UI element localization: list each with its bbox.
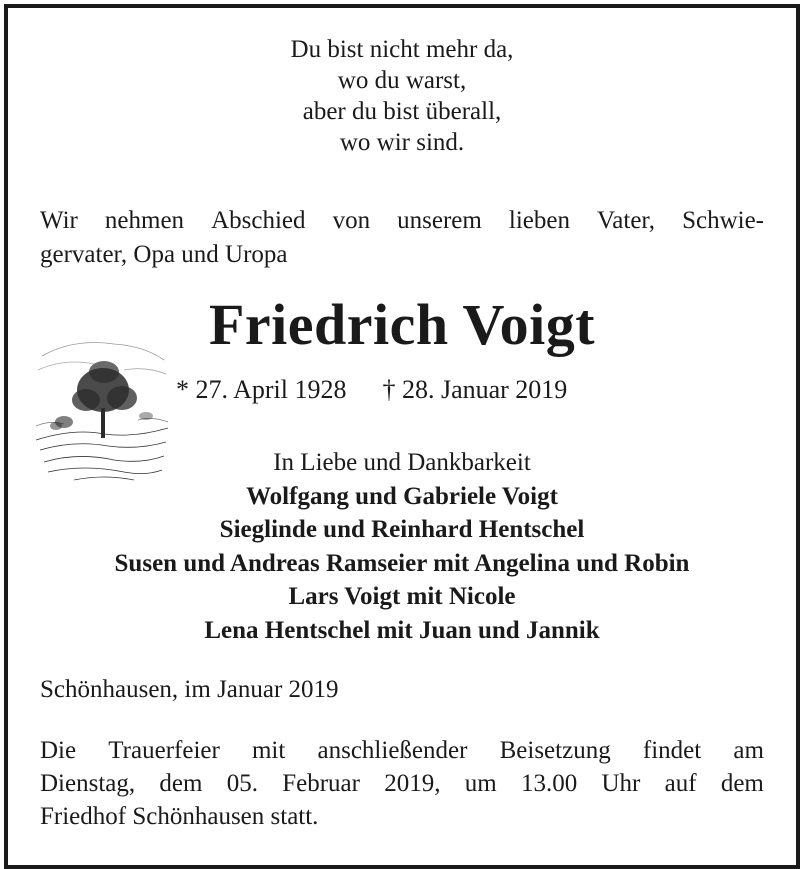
word: nehmen (104, 207, 185, 234)
word: lieben (508, 207, 570, 234)
word: Februar (282, 770, 360, 797)
word: am (733, 737, 764, 764)
word: dem (159, 770, 203, 797)
word: Schwie- (682, 207, 764, 234)
birth-date: * 27. April 1928 (176, 375, 347, 404)
funeral-info (40, 734, 764, 833)
word: Die (40, 737, 77, 764)
word: Abschied (211, 207, 306, 234)
word: Vater, (597, 207, 656, 234)
mourner-name: Wolfgang und Gabriele Voigt (246, 482, 558, 510)
mourner-name: Lena Hentschel mit Juan und Jannik (204, 616, 600, 644)
word: dem (720, 770, 764, 797)
poem-line: wo du warst, (337, 67, 467, 94)
deceased-name: Friedrich Voigt (208, 292, 596, 357)
word: auf (664, 770, 697, 797)
word: findet (642, 737, 702, 764)
mourner-name: Sieglinde und Reinhard Hentschel (219, 516, 585, 543)
intro-line-1 (40, 204, 764, 238)
obituary-notice (4, 4, 800, 869)
word: 2019, (384, 770, 441, 797)
word: Beisetzung (499, 737, 611, 764)
word: Trauerfeier (108, 737, 220, 764)
word: anschließender (317, 737, 468, 764)
funeral-line-1 (40, 734, 764, 767)
place-date: Schönhausen, im Januar 2019 (40, 676, 339, 703)
death-date: † 28. Januar 2019 (382, 375, 568, 404)
word: mit (251, 737, 286, 764)
word: Dienstag, (40, 770, 136, 797)
word: um (464, 770, 497, 797)
word: Wir (40, 207, 78, 234)
poem-line: Du bist nicht mehr da, (290, 36, 514, 63)
poem (8, 34, 796, 158)
word: unserem (397, 207, 482, 234)
word: Uhr (601, 770, 641, 797)
intro-text (40, 204, 764, 272)
funeral-line-2 (40, 767, 764, 800)
funeral-line-3: Friedhof Schönhausen statt. (40, 803, 319, 830)
life-dates (176, 374, 567, 406)
word: 05. (226, 770, 258, 797)
mourner-name: Lars Voigt mit Nicole (288, 583, 516, 610)
poem-line: aber du bist überall, (302, 98, 502, 125)
intro-line-2: gervater, Opa und Uropa (40, 241, 288, 268)
mourner-name: Susen und Andreas Ramseier mit Angelina und Robin (114, 549, 690, 577)
poem-line: wo wir sind. (339, 129, 465, 156)
word: von (332, 207, 371, 234)
mourners (8, 446, 796, 647)
mourners-intro: In Liebe und Dankbarkeit (273, 449, 531, 476)
word: 13.00 (520, 770, 578, 797)
